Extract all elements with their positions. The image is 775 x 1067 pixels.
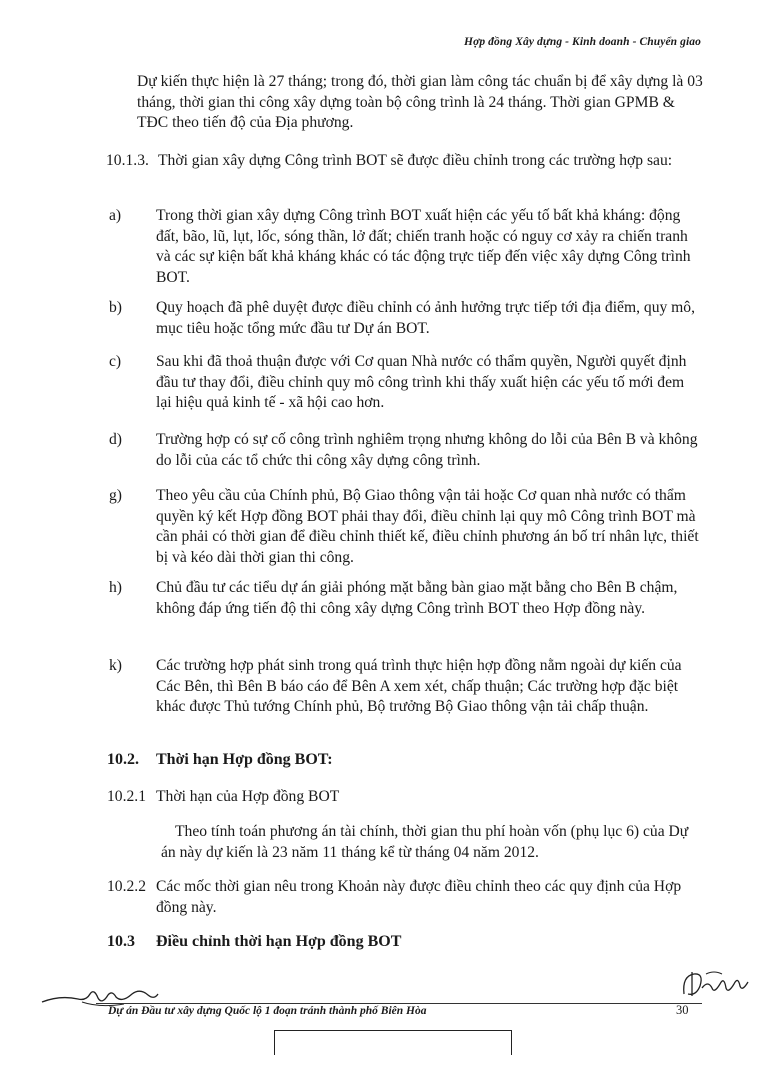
section-number-10-2: 10.2. [107, 751, 139, 768]
item-text-a: Trong thời gian xây dựng Công trình BOT xuất hiện các yếu tố bất khả kháng: động đất, bão, lũ, lụt, lốc, sóng thần, lở đất; chiến tranh hoặc có nguy cơ xảy ra chiến tranh và các sự kiện bất khả kháng khác có tác động trực tiếp đến việc xây dựng Công trình BOT. [156, 207, 691, 286]
footer-box [274, 1030, 512, 1055]
section-number-10-1-3: 10.1.3. [106, 152, 149, 169]
section-number-10-2-2: 10.2.2 [107, 878, 146, 895]
item-label-d: d) [109, 431, 122, 448]
section-number-10-3: 10.3 [107, 933, 135, 950]
section-number-10-2-1: 10.2.1 [107, 788, 146, 805]
section-title-10-3: Điều chỉnh thời hạn Hợp đồng BOT [156, 933, 402, 950]
item-text-b: Quy hoạch đã phê duyệt được điều chỉnh có ảnh hưởng trực tiếp tới địa điểm, quy mô, mục tiêu hoặc tổng mức đầu tư Dự án BOT. [156, 299, 696, 337]
item-label-k: k) [109, 657, 122, 674]
item-text-d: Trường hợp có sự cố công trình nghiêm trọng nhưng không do lỗi của Bên B và không do lỗi của các tổ chức thi công xây dựng công trình. [156, 431, 698, 469]
item-text-k: Các trường hợp phát sinh trong quá trình thực hiện hợp đồng nằm ngoài dự kiến của Các Bên, thì Bên B báo cáo để Bên A xem xét, chấp thuận; Các trường hợp đặc biệt khác được Thủ tướng Chính phủ, Bộ trưởng Bộ Giao thông vận tải chấp thuận. [156, 657, 682, 715]
section-10-1-3-text: Thời gian xây dựng Công trình BOT sẽ được điều chỉnh trong các trường hợp sau: [158, 152, 673, 169]
item-text-g: Theo yêu cầu của Chính phủ, Bộ Giao thông vận tải hoặc Cơ quan nhà nước có thẩm quyền ký kết Hợp đồng BOT phải thay đổi, điều chỉnh lại quy mô Công trình BOT mà cần phải có thời gian để điều chỉnh thiết kế, điều chỉnh phương án bố trí nhân lực, thiết bị và kéo dài thời gian thi công. [156, 487, 699, 566]
item-label-b: b) [109, 299, 122, 316]
footer-rule [96, 1003, 702, 1004]
item-label-h: h) [109, 579, 122, 596]
page-number: 30 [676, 1003, 689, 1017]
section-title-10-2: Thời hạn Hợp đồng BOT: [156, 751, 333, 768]
item-label-g: g) [109, 487, 122, 504]
footer-project-name: Dự án Đầu tư xây dựng Quốc lộ 1 đoạn tránh thành phố Biên Hòa [108, 1005, 427, 1017]
item-label-c: c) [109, 353, 122, 370]
section-10-2-1-text: Theo tính toán phương án tài chính, thời gian thu phí hoàn vốn (phụ lục 6) của Dự án này dự kiến là 23 năm 11 tháng kể từ tháng 04 năm 2012. [161, 823, 689, 861]
section-title-10-2-1: Thời hạn của Hợp đồng BOT [156, 788, 340, 805]
section-10-2-2-text: Các mốc thời gian nêu trong Khoản này được điều chỉnh theo các quy định của Hợp đồng này. [156, 878, 682, 916]
item-text-h: Chủ đầu tư các tiểu dự án giải phóng mặt bằng bàn giao mặt bằng cho Bên B chậm, không đáp ứng tiến độ thi công xây dựng Công trình BOT theo Hợp đồng này. [156, 579, 678, 617]
item-text-c: Sau khi đã thoả thuận được với Cơ quan Nhà nước có thẩm quyền, Người quyết định đầu tư thay đổi, điều chỉnh quy mô công trình khi thấy xuất hiện các yếu tố mới đem lại hiệu quả kinh tế - xã hội cao hơn. [156, 353, 687, 411]
intro-paragraph: Dự kiến thực hiện là 27 tháng; trong đó, thời gian làm công tác chuẩn bị để xây dựng là 03 tháng, thời gian thi công xây dựng toàn bộ công trình là 24 tháng. Thời gian GPMB & TĐC theo tiến độ của Địa phương. [137, 73, 703, 131]
initials-signature-right [678, 966, 752, 1002]
item-label-a: a) [109, 207, 122, 224]
running-header: Hợp đồng Xây dựng - Kinh doanh - Chuyển giao [464, 36, 701, 48]
